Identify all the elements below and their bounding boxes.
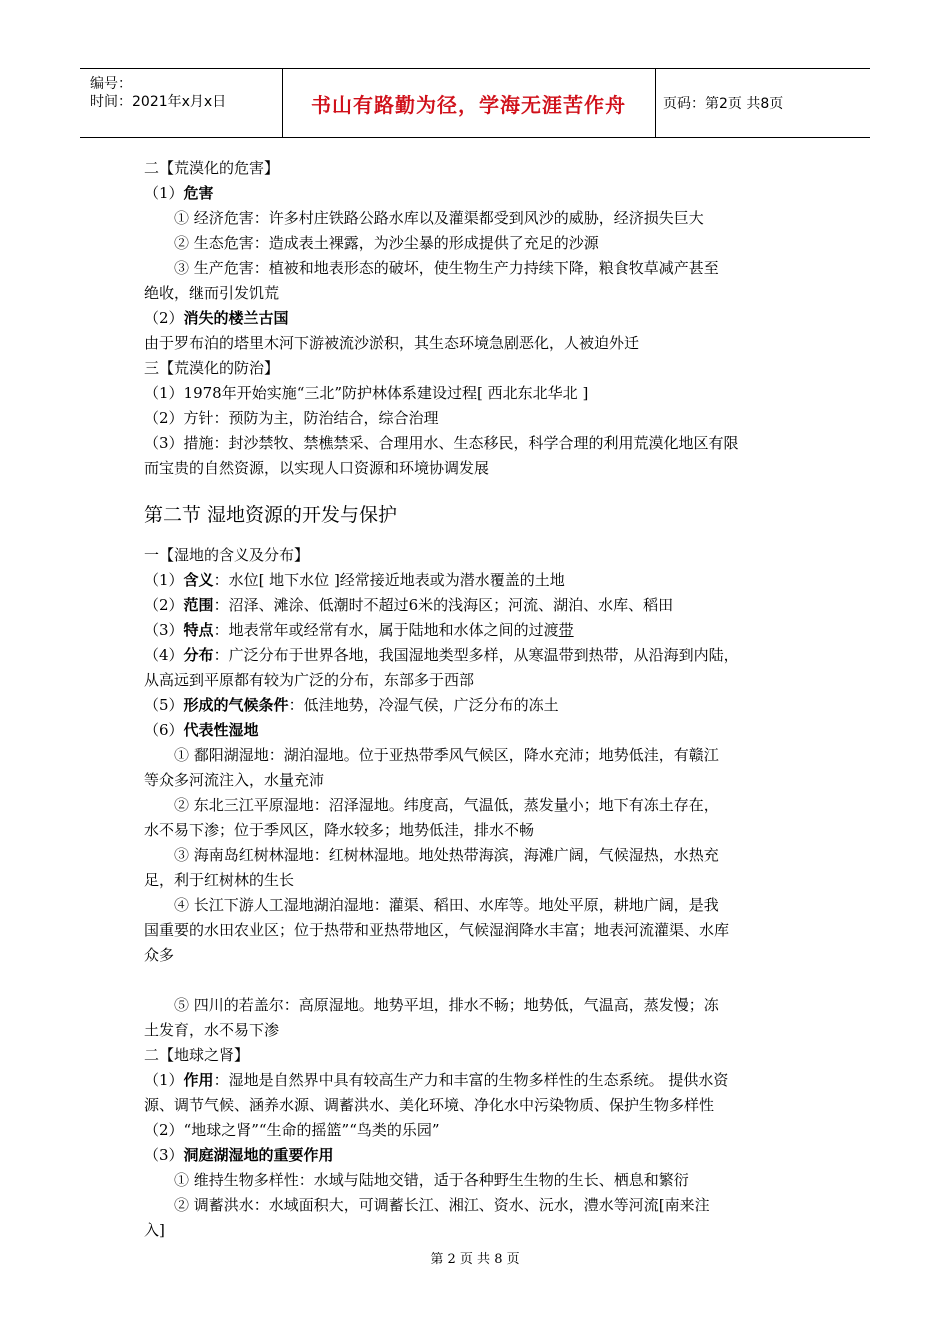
header-page-info: 页码：第2页 共8页	[663, 96, 784, 112]
line-text: ① 鄱阳湖湿地：湖泊湿地。位于亚热带季风气候区，降水充沛；地势低洼，有赣江	[174, 746, 719, 764]
line-text: （2）“地球之肾”“生命的摇篮”“鸟类的乐园”	[144, 1121, 440, 1139]
line-text: ② 东北三江平原湿地：沼泽湿地。纬度高，气温低，蒸发量小；地下有冻土存在，	[174, 796, 719, 814]
body-line	[144, 1093, 808, 1118]
line-text: ：地表常年或经常有水，属于陆地和水体之间的过渡	[213, 621, 559, 639]
line-text: ④ 长江下游人工湿地湖泊湿地：灌渠、稻田、水库等。地处平原，耕地广阔，是我	[174, 896, 719, 914]
line-text: ：沼泽、滩涂、低潮时不超过6米的浅海区；河流、湖泊、水库、稻田	[213, 596, 674, 614]
line-prefix: （4）	[144, 646, 184, 664]
line-text: 而宝贵的自然资源，以实现人口资源和环境协调发展	[144, 459, 490, 477]
body-line	[144, 456, 808, 481]
page-header	[80, 68, 870, 138]
line-bold-term: 分布	[183, 646, 214, 664]
body-line	[144, 768, 808, 793]
line-text: 众多	[144, 946, 175, 964]
line-text: ② 生态危害：造成表土裸露，为沙尘暴的形成提供了充足的沙源	[174, 234, 599, 252]
section-heading: 第二节 湿地资源的开发与保护	[144, 504, 398, 526]
line-text: 由于罗布泊的塔里木河下游被流沙淤积，其生态环境急剧恶化，人被迫外迁	[144, 334, 640, 352]
body-line	[144, 1143, 808, 1168]
line-bold-term: 作用	[183, 1071, 214, 1089]
line-text: 土发育，水不易下渗	[144, 1021, 280, 1039]
body-line	[144, 356, 808, 381]
line-text: ：低洼地势，冷湿气侯，广泛分布的冻土	[288, 696, 559, 714]
body-line	[144, 206, 808, 231]
line-text: 入]	[144, 1221, 165, 1239]
line-text: ：水位[ 地下水位 ]经常接近地表或为潜水覆盖的土地	[213, 571, 565, 589]
body-line	[144, 156, 808, 181]
line-text: 二【地球之肾】	[144, 1046, 250, 1064]
line-bold-term: 含义	[183, 571, 214, 589]
line-text: 从高远到平原都有较为广泛的分布，东部多于西部	[144, 671, 475, 689]
line-text: ：湿地是自然界中具有较高生产力和丰富的生物多样性的生态系统。 提供水资	[213, 1071, 729, 1089]
line-prefix: （3）	[144, 621, 184, 639]
body-line	[144, 918, 808, 943]
line-text: 三【荒漠化的防治】	[144, 359, 280, 377]
line-text: 源、调节气候、涵养水源、调蓄洪水、美化环境、净化水中污染物质、保护生物多样性	[144, 1096, 715, 1114]
body-line	[144, 256, 808, 281]
line-prefix: （5）	[144, 696, 184, 714]
body-line	[144, 743, 808, 768]
body-line	[144, 181, 808, 206]
line-text: 二【荒漠化的危害】	[144, 159, 280, 177]
body-line	[144, 1018, 808, 1043]
line-bold-term: 特点	[183, 621, 214, 639]
body-line	[144, 893, 808, 918]
body-line	[144, 1168, 808, 1193]
line-text: 等众多河流注入，水量充沛	[144, 771, 325, 789]
line-text: ：广泛分布于世界各地，我国湿地类型多样，从寒温带到热带，从沿海到内陆，	[213, 646, 739, 664]
line-bold-term: 消失的楼兰古国	[183, 309, 289, 327]
body-line	[144, 868, 808, 893]
line-text: 国重要的水田农业区；位于热带和亚热带地区，气候湿润降水丰富；地表河流灌渠、水库	[144, 921, 730, 939]
body-line	[144, 231, 808, 256]
body-line	[144, 1068, 808, 1093]
document-number-label: 编号：	[90, 76, 132, 92]
line-text: ② 调蓄洪水：水域面积大，可调蓄长江、湘江、资水、沅水，澧水等河流[南来注	[174, 1196, 710, 1214]
line-text: （2）方针：预防为主，防治结合，综合治理	[144, 409, 439, 427]
line-text: ① 维持生物多样性：水域与陆地交错，适于各种野生生物的生长、栖息和繁衍	[174, 1171, 689, 1189]
line-underlined-text: 带	[558, 621, 574, 639]
line-text: ⑤ 四川的若盖尔：高原湿地。地势平坦，排水不畅；地势低，气温高，蒸发慢；冻	[174, 996, 719, 1014]
line-text: ① 经济危害：许多村庄铁路公路水库以及灌渠都受到风沙的威胁，经济损失巨大	[174, 209, 704, 227]
body-line	[144, 668, 808, 693]
blank-line	[144, 968, 808, 993]
body-line	[144, 1118, 808, 1143]
line-prefix: （2）	[144, 309, 184, 327]
body-line	[144, 406, 808, 431]
body-line	[144, 843, 808, 868]
line-text: ③ 生产危害：植被和地表形态的破坏，使生物生产力持续下降，粮食牧草减产甚至	[174, 259, 719, 277]
body-line	[144, 593, 808, 618]
line-text: 水不易下渗；位于季风区，降水较多；地势低洼，排水不畅	[144, 821, 535, 839]
line-prefix: （6）	[144, 721, 184, 739]
body-line	[144, 281, 808, 306]
line-text: （3）措施：封沙禁牧、禁樵禁采、合理用水、生态移民，科学合理的利用荒漠化地区有限	[144, 434, 739, 452]
header-meta-cell	[80, 69, 283, 137]
line-bold-term: 范围	[183, 596, 214, 614]
line-bold-term: 形成的气候条件	[183, 696, 289, 714]
body-line	[144, 793, 808, 818]
line-prefix: （1）	[144, 184, 184, 202]
body-line	[144, 381, 808, 406]
line-text: 绝收，继而引发饥荒	[144, 284, 280, 302]
line-prefix: （1）	[144, 1071, 184, 1089]
line-bold-term: 洞庭湖湿地的重要作用	[183, 1146, 334, 1164]
body-line	[144, 1218, 808, 1243]
line-bold-term: 危害	[183, 184, 214, 202]
body-line	[144, 993, 808, 1018]
body-line	[144, 568, 808, 593]
body-line	[144, 543, 808, 568]
body-line	[144, 943, 808, 968]
line-prefix: （1）	[144, 571, 184, 589]
document-time-label: 时间：2021年x月x日	[90, 94, 227, 110]
body-line	[144, 431, 808, 456]
line-text: ③ 海南岛红树林湿地：红树林湿地。地处热带海滨，海滩广阔，气候湿热，水热充	[174, 846, 719, 864]
body-line	[144, 331, 808, 356]
header-motto: 书山有路勤为径，学海无涯苦作舟	[311, 92, 626, 117]
body-line	[144, 718, 808, 743]
line-prefix: （2）	[144, 596, 184, 614]
body-line	[144, 1043, 808, 1068]
page-footer: 第 2 页 共 8 页	[430, 1252, 520, 1267]
line-text: 一【湿地的含义及分布】	[144, 546, 310, 564]
line-bold-term: 代表性湿地	[183, 721, 259, 739]
header-motto-cell	[282, 69, 656, 137]
body-line	[144, 643, 808, 668]
document-body	[144, 156, 808, 1243]
body-line	[144, 618, 808, 643]
line-text: （1）1978年开始实施“三北”防护林体系建设过程[ 西北东北华北 ]	[144, 384, 589, 402]
body-line	[144, 1193, 808, 1218]
body-line	[144, 693, 808, 718]
body-line	[144, 306, 808, 331]
header-page-cell	[655, 69, 870, 137]
line-prefix: （3）	[144, 1146, 184, 1164]
body-line	[144, 818, 808, 843]
line-text: 足，利于红树林的生长	[144, 871, 295, 889]
